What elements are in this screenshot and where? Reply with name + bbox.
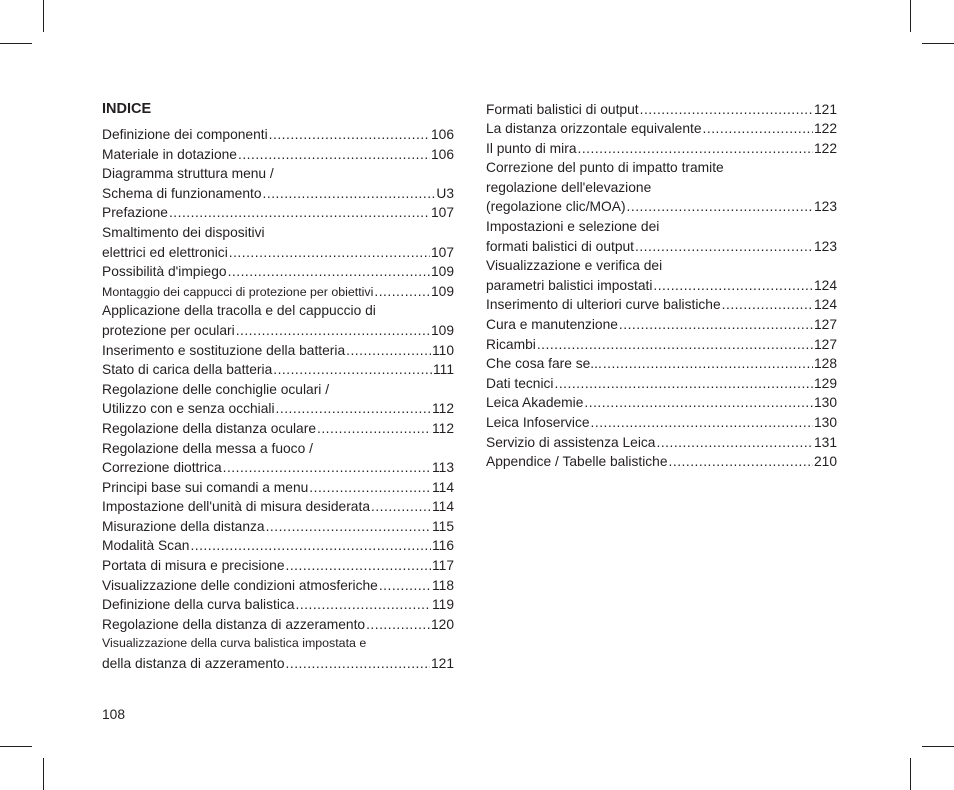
toc-dot-leader bbox=[236, 321, 430, 341]
toc-entry-title: Visualizzazione e verifica dei bbox=[486, 258, 663, 274]
crop-mark bbox=[0, 746, 32, 747]
toc-entry-title: Prefazione bbox=[102, 205, 168, 221]
toc-entry-title: Materiale in dotazione bbox=[102, 146, 237, 162]
toc-entry-title: Definizione dei componenti bbox=[102, 127, 268, 142]
toc-entry-page: 121 bbox=[813, 101, 837, 117]
toc-entry-title: Che cosa fare se... bbox=[486, 356, 602, 372]
toc-entry bbox=[102, 634, 454, 654]
toc-entry-page: 129 bbox=[813, 375, 837, 391]
toc-dot-leader bbox=[653, 276, 813, 296]
toc-entry bbox=[486, 158, 837, 178]
toc-entry bbox=[102, 145, 454, 165]
toc-entry bbox=[486, 139, 837, 159]
toc-entry bbox=[102, 301, 454, 321]
toc-entry-page: 109 bbox=[430, 283, 454, 299]
toc-dot-leader bbox=[346, 341, 431, 361]
toc-entry-title: Montaggio dei cappucci di protezione per obiettivi bbox=[102, 284, 374, 299]
toc-entry-title: Leica Akademie bbox=[486, 395, 584, 411]
toc-entry-page: 109 bbox=[430, 264, 454, 280]
toc-entry-title: Schema di funzionamento bbox=[102, 185, 262, 201]
toc-entry-title: Definizione della curva balistica bbox=[102, 597, 295, 613]
toc-entry bbox=[102, 439, 454, 459]
toc-entry-page: U3 bbox=[436, 185, 454, 201]
toc-left-column bbox=[102, 125, 454, 674]
toc-dot-leader bbox=[591, 413, 813, 433]
toc-entry-title: Misurazione della distanza bbox=[102, 518, 265, 534]
toc-entry-page: 119 bbox=[432, 597, 454, 613]
toc-entry bbox=[102, 321, 454, 341]
toc-dot-leader bbox=[669, 452, 813, 472]
toc-entry-page: 111 bbox=[433, 362, 454, 378]
toc-entry bbox=[486, 217, 837, 237]
toc-entry-page: 107 bbox=[430, 244, 454, 260]
crop-mark bbox=[43, 758, 44, 790]
toc-entry-title: Smaltimento dei dispositivi bbox=[102, 224, 265, 240]
toc-entry bbox=[102, 164, 454, 184]
toc-dot-leader bbox=[619, 315, 813, 335]
toc-dot-leader bbox=[656, 433, 812, 453]
toc-entry bbox=[102, 497, 454, 517]
toc-entry-title: Portata di misura e precisione bbox=[102, 558, 285, 574]
toc-entry-page: 130 bbox=[813, 395, 837, 411]
toc-entry-title: Regolazione delle conchiglie oculari / bbox=[102, 381, 330, 397]
toc-entry bbox=[102, 223, 454, 243]
toc-dot-leader bbox=[286, 556, 431, 576]
toc-entry bbox=[486, 335, 837, 355]
toc-entry bbox=[102, 399, 454, 419]
toc-entry-page: 127 bbox=[813, 336, 837, 352]
toc-dot-leader bbox=[309, 478, 431, 498]
toc-entry bbox=[486, 315, 837, 335]
toc-entry bbox=[102, 615, 454, 635]
toc-entry bbox=[102, 184, 454, 204]
toc-entry-page: 210 bbox=[813, 454, 837, 470]
toc-entry bbox=[102, 243, 454, 263]
toc-dot-leader bbox=[190, 536, 431, 556]
toc-dot-leader bbox=[317, 419, 431, 439]
toc-dot-leader bbox=[537, 335, 813, 355]
toc-entry-title: Modalità Scan bbox=[102, 538, 190, 554]
toc-entry bbox=[102, 262, 454, 282]
toc-entry bbox=[486, 197, 837, 217]
toc-entry-title: Impostazione dell'unità di misura desiderata bbox=[102, 499, 370, 515]
toc-entry bbox=[102, 380, 454, 400]
toc-entry bbox=[102, 478, 454, 498]
toc-entry-page: 118 bbox=[432, 577, 454, 593]
toc-entry-title: parametri balistici impostati bbox=[486, 277, 653, 293]
toc-entry-title: Visualizzazione della curva balistica impostata e bbox=[102, 636, 367, 651]
toc-entry-page: 127 bbox=[813, 317, 837, 333]
crop-mark bbox=[922, 746, 954, 747]
toc-dot-leader bbox=[635, 237, 813, 257]
toc-entry-title: Applicazione della tracolla e del cappuccio di bbox=[102, 303, 376, 319]
toc-dot-leader bbox=[229, 243, 430, 263]
toc-entry-page: 113 bbox=[432, 460, 454, 476]
toc-entry bbox=[486, 295, 837, 315]
toc-dot-leader bbox=[374, 282, 430, 302]
toc-entry-page: 114 bbox=[432, 479, 454, 495]
toc-entry-title: Dati tecnici bbox=[486, 375, 554, 391]
toc-entry-title: Regolazione della distanza oculare bbox=[102, 420, 316, 436]
toc-entry-title: Ricambi bbox=[486, 336, 536, 352]
toc-dot-leader bbox=[584, 393, 813, 413]
toc-entry bbox=[486, 237, 837, 257]
toc-entry-title: Utilizzo con e senza occhiali bbox=[102, 401, 275, 417]
toc-dot-leader bbox=[603, 354, 813, 374]
toc-entry-page: 110 bbox=[432, 342, 454, 358]
toc-entry bbox=[102, 517, 454, 537]
toc-entry-page: 122 bbox=[813, 121, 837, 137]
toc-entry-page: 106 bbox=[430, 146, 454, 162]
toc-entry-title: Visualizzazione delle condizioni atmosferiche bbox=[102, 577, 378, 593]
toc-entry-title: Correzione diottrica bbox=[102, 460, 222, 476]
toc-entry-title: Correzione del punto di impatto tramite bbox=[486, 160, 724, 176]
toc-entry-page: 123 bbox=[813, 238, 837, 254]
toc-entry-page: 120 bbox=[430, 616, 454, 632]
toc-dot-leader bbox=[703, 119, 813, 139]
toc-entry bbox=[102, 536, 454, 556]
toc-entry bbox=[102, 125, 454, 145]
toc-entry-title: della distanza di azzeramento bbox=[102, 656, 285, 672]
toc-dot-leader bbox=[366, 615, 430, 635]
toc-entry-page: 131 bbox=[813, 434, 837, 450]
toc-dot-leader bbox=[266, 517, 431, 537]
toc-entry-title: Inserimento di ulteriori curve balistiche bbox=[486, 297, 721, 313]
toc-entry bbox=[486, 276, 837, 296]
toc-dot-leader bbox=[223, 458, 431, 478]
crop-mark bbox=[922, 43, 954, 44]
toc-entry bbox=[102, 576, 454, 596]
toc-entry-page: 124 bbox=[813, 297, 837, 313]
toc-entry-title: Possibilità d'impiego bbox=[102, 264, 227, 280]
toc-entry bbox=[486, 452, 837, 472]
toc-entry bbox=[102, 341, 454, 361]
toc-entry-title: Diagramma struttura menu / bbox=[102, 166, 274, 182]
toc-entry bbox=[486, 413, 837, 433]
toc-entry-title: Inserimento e sostituzione della batteria bbox=[102, 342, 346, 358]
toc-dot-leader bbox=[276, 399, 431, 419]
toc-dot-leader bbox=[627, 197, 813, 217]
toc-entry-title: La distanza orizzontale equivalente bbox=[486, 121, 702, 137]
toc-dot-leader bbox=[554, 374, 812, 394]
toc-entry-title: elettrici ed elettronici bbox=[102, 244, 228, 260]
toc-entry-title: Il punto di mira bbox=[486, 140, 577, 156]
toc-entry-page: 128 bbox=[813, 356, 837, 372]
toc-entry-title: Cura e manutenzione bbox=[486, 317, 618, 333]
toc-dot-leader bbox=[238, 145, 430, 165]
toc-entry-page: 115 bbox=[432, 518, 454, 534]
toc-entry-title: formati balistici di output bbox=[486, 238, 634, 254]
toc-dot-leader bbox=[371, 497, 431, 517]
toc-dot-leader bbox=[296, 595, 432, 615]
toc-entry-page: 107 bbox=[430, 205, 454, 221]
toc-entry bbox=[102, 282, 454, 302]
toc-entry-page: 112 bbox=[432, 420, 454, 436]
toc-entry-page: 122 bbox=[813, 140, 837, 156]
toc-entry bbox=[102, 654, 454, 674]
toc-entry bbox=[486, 433, 837, 453]
crop-mark bbox=[910, 0, 911, 32]
toc-entry-title: Formati balistici di output bbox=[486, 101, 639, 117]
toc-entry bbox=[102, 556, 454, 576]
toc-entry bbox=[486, 354, 837, 374]
toc-entry-title: Leica Infoservice bbox=[486, 415, 590, 430]
toc-entry bbox=[486, 256, 837, 276]
toc-entry bbox=[486, 178, 837, 198]
toc-entry-page: 130 bbox=[813, 415, 837, 430]
index-heading: INDICE bbox=[102, 101, 152, 117]
toc-entry-title: Regolazione della distanza di azzeramento bbox=[102, 616, 366, 632]
toc-entry bbox=[486, 100, 837, 120]
toc-entry-page: 123 bbox=[813, 199, 837, 215]
toc-dot-leader bbox=[578, 139, 813, 159]
toc-dot-leader bbox=[722, 295, 813, 315]
toc-entry-page: 114 bbox=[432, 499, 454, 515]
toc-dot-leader bbox=[286, 654, 430, 674]
toc-entry-title: Servizio di assistenza Leica bbox=[486, 434, 656, 450]
toc-entry-page: 117 bbox=[432, 558, 454, 574]
toc-entry-title: protezione per oculari bbox=[102, 322, 235, 338]
toc-dot-leader bbox=[379, 576, 431, 596]
toc-entry-title: Appendice / Tabelle balistiche bbox=[486, 454, 668, 470]
toc-entry-page: 116 bbox=[432, 538, 454, 554]
toc-entry-page: 124 bbox=[813, 277, 837, 293]
toc-entry bbox=[102, 360, 454, 380]
toc-entry bbox=[486, 119, 837, 139]
toc-entry bbox=[102, 203, 454, 223]
toc-entry bbox=[486, 393, 837, 413]
toc-entry bbox=[102, 595, 454, 615]
crop-mark bbox=[43, 0, 44, 32]
toc-entry bbox=[102, 419, 454, 439]
page-number: 108 bbox=[102, 707, 126, 722]
toc-right-column bbox=[486, 100, 837, 472]
crop-mark bbox=[910, 758, 911, 790]
toc-entry-page: 109 bbox=[430, 322, 454, 338]
toc-entry bbox=[486, 374, 837, 394]
toc-dot-leader bbox=[640, 100, 813, 120]
toc-entry-title: Principi base sui comandi a menu bbox=[102, 479, 309, 495]
toc-entry-title: Regolazione della messa a fuoco / bbox=[102, 440, 313, 456]
crop-mark bbox=[0, 43, 32, 44]
toc-entry-title: (regolazione clic/MOA) bbox=[486, 199, 626, 215]
toc-entry-page: 106 bbox=[430, 127, 454, 142]
toc-entry-page: 121 bbox=[430, 656, 454, 672]
toc-dot-leader bbox=[269, 125, 430, 145]
toc-dot-leader bbox=[228, 262, 430, 282]
toc-dot-leader bbox=[263, 184, 436, 204]
toc-entry-page: 112 bbox=[432, 401, 454, 417]
toc-entry-title: Stato di carica della batteria bbox=[102, 362, 273, 378]
toc-entry-title: regolazione dell'elevazione bbox=[486, 179, 652, 195]
toc-entry-title: Impostazioni e selezione dei bbox=[486, 219, 660, 235]
toc-dot-leader bbox=[273, 360, 432, 380]
toc-dot-leader bbox=[169, 203, 430, 223]
toc-entry bbox=[102, 458, 454, 478]
